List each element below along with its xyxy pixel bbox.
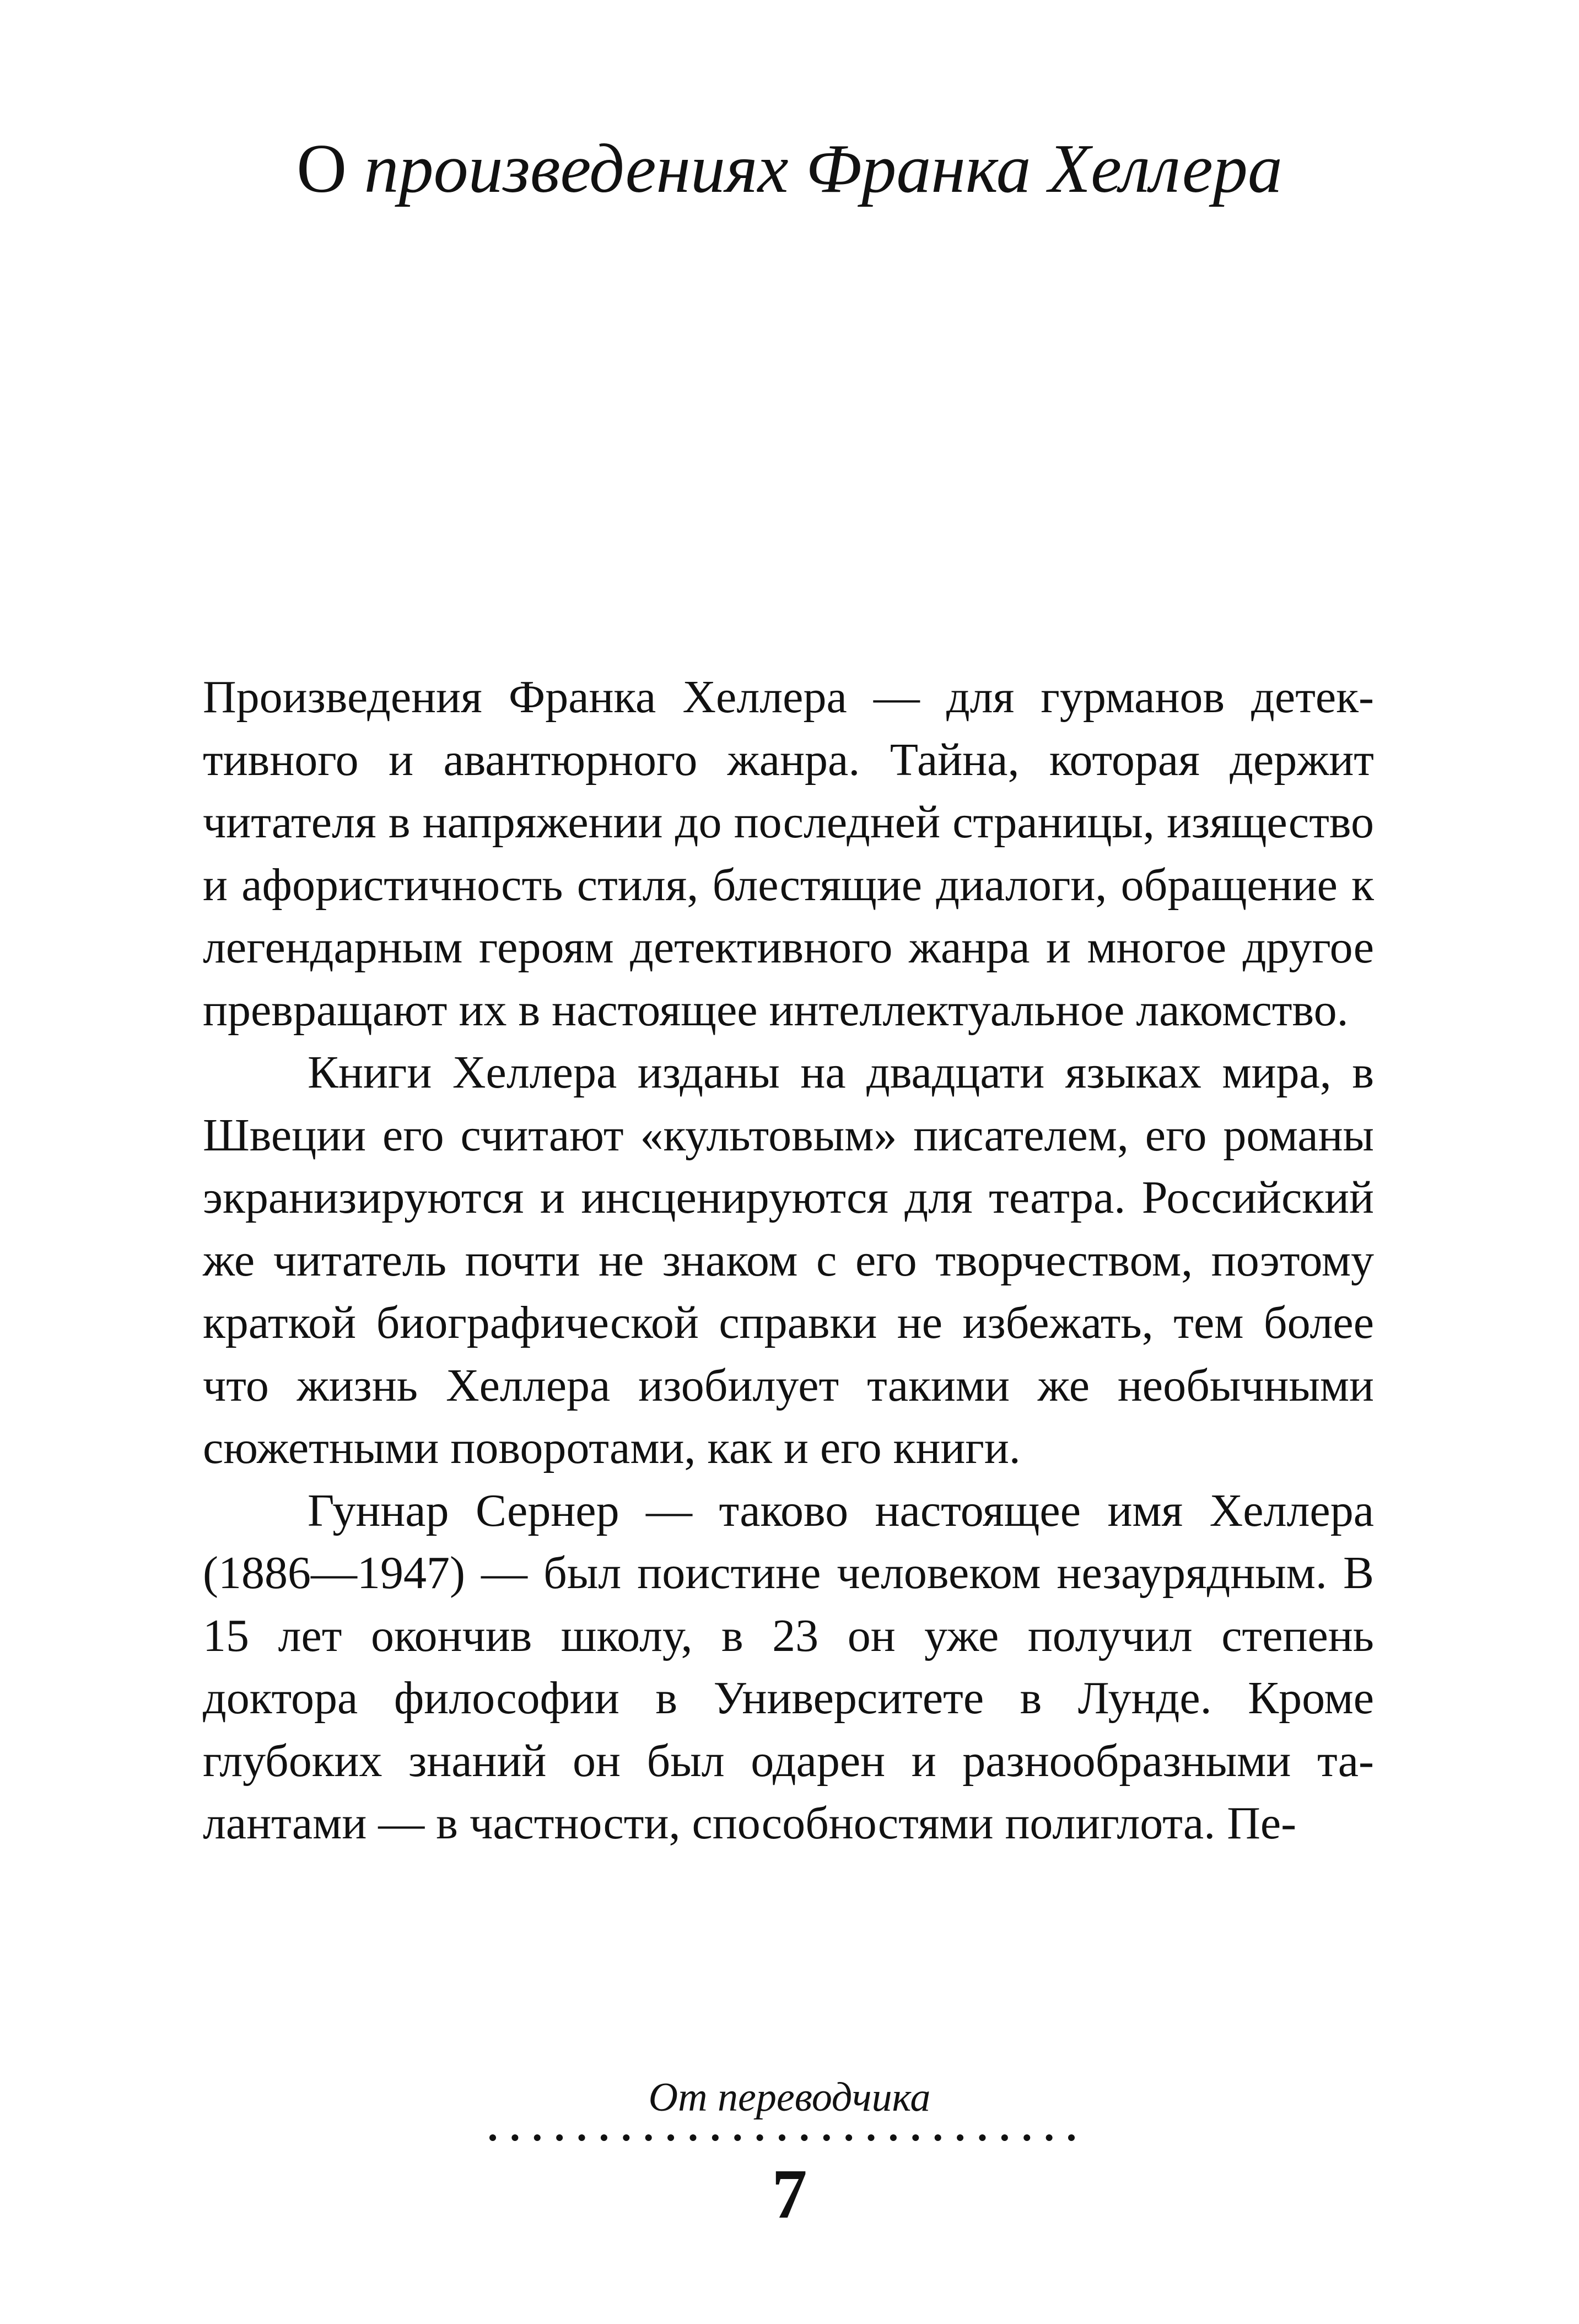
paragraph-1: Произведения Франка Хеллера — для гурманов детективного и авантюрного жанра. Тайна, которая держит читателя в напряжении до последней страницы, изящество и афористичность стиля, блестящие диалоги, обращение к легендарным героям детективного жанра и многое другое превращают их в настоящее интеллектуальное лакомство. xyxy=(203,671,1374,1036)
rule-dot xyxy=(868,2134,875,2141)
rule-dot xyxy=(489,2134,496,2141)
rule-dot xyxy=(801,2134,807,2141)
paragraph-2: Книги Хеллера изданы на двадцати языках мира, в Швеции его считают «культовым» писателем, его романы экранизируются и инсценируются для театра. Российский же читатель почти не знаком с его творчеством, поэтому краткой биографической справки не избежать, тем более что жизнь Хеллера изобилует такими же необычными сюжетными поворотами, как и его книги. xyxy=(203,1047,1374,1473)
rule-dot xyxy=(1046,2134,1053,2141)
title-rest: произведениях Франка Хеллера xyxy=(364,131,1282,207)
paragraph-3: Гуннар Сернер — таково настоящее имя Хеллера (1886—1947) — был поистине человеком незаурядным. В 15 лет окончив школу, в 23 он уже получил степень доктора философии в Университете в Лунде. Кроме глубоких знаний он был одарен и разнообразными талантами — в частности, способностями полиглота. Пе- xyxy=(203,1484,1374,1849)
running-footer-label: От переводчика xyxy=(648,2075,931,2120)
rule-dot xyxy=(734,2134,741,2141)
dotted-rule xyxy=(487,2127,1077,2149)
rule-dot xyxy=(579,2134,585,2141)
rule-dot xyxy=(667,2134,674,2141)
rule-dot xyxy=(890,2134,897,2141)
rule-dot xyxy=(556,2134,563,2141)
rule-dot xyxy=(645,2134,652,2141)
rule-dot xyxy=(757,2134,763,2141)
rule-dot xyxy=(1068,2134,1075,2141)
rule-dot xyxy=(623,2134,629,2141)
page-title xyxy=(0,128,1579,211)
rule-dot xyxy=(979,2134,985,2141)
page-number: 7 xyxy=(772,2155,807,2233)
title-prefix: О xyxy=(297,131,347,207)
rule-dot xyxy=(845,2134,852,2141)
rule-dot xyxy=(957,2134,963,2141)
rule-dot xyxy=(1023,2134,1030,2141)
rule-dot xyxy=(601,2134,607,2141)
rule-dot xyxy=(823,2134,830,2141)
rule-dot xyxy=(912,2134,919,2141)
rule-dot xyxy=(1001,2134,1008,2141)
rule-dot xyxy=(689,2134,696,2141)
rule-dot xyxy=(534,2134,541,2141)
rule-dot xyxy=(779,2134,785,2141)
body-text xyxy=(203,666,1374,1855)
rule-dot xyxy=(712,2134,719,2141)
rule-dot xyxy=(935,2134,941,2141)
rule-dot xyxy=(511,2134,518,2141)
